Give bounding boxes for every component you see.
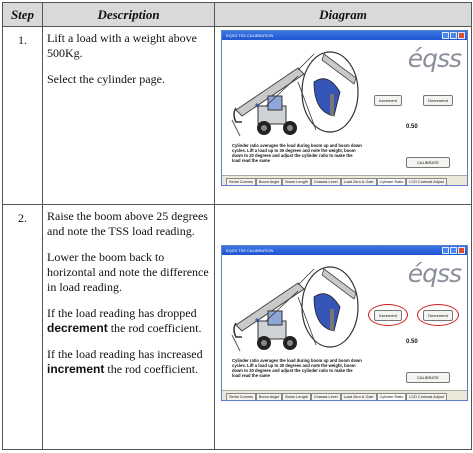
header-diagram: Diagram — [215, 3, 472, 27]
tab-cylinder-ratio[interactable]: Cylinder Ratio — [377, 393, 407, 400]
tab-boom-angle[interactable]: Boom Angle — [256, 178, 282, 185]
step-number-1: 1. — [3, 27, 43, 205]
tab-lcd-contrast[interactable]: LCD Contrast Adjust — [406, 178, 446, 185]
app-window-screenshot-2 — [221, 245, 468, 401]
step2-para-3: If the load reading has dropped decrement the rod coefficient. — [47, 306, 202, 335]
step2-para-4: If the load reading has increased increment the rod coefficient. — [47, 347, 203, 376]
increment-button[interactable]: Increment — [374, 95, 402, 106]
step-description-1 — [43, 27, 215, 205]
app-client-area — [222, 40, 467, 176]
calibrate-button[interactable]: CALIBRATE — [406, 157, 450, 168]
decrement-button-2[interactable]: Decrement — [423, 310, 453, 321]
close-icon — [458, 247, 465, 254]
step-diagram-1 — [215, 27, 472, 205]
step-number-2: 2. — [3, 205, 43, 450]
tab-strip-2 — [222, 391, 467, 400]
info-text-2: Cylinder ratio averages the load during boom up and boom down cycles. Lift a load up to 30 degrees and note the weight, boom down to 20 degrees and adjust the cylinder ratio to make the load read the same — [232, 358, 362, 378]
minimize-icon — [442, 247, 449, 254]
info-text: Cylinder ratio averages the load during boom up and boom down cycles. Lift a load up to 30 degrees and note the weight, boom down to 20 degrees and adjust the cylinder ratio to make the load read the same — [232, 143, 362, 163]
tab-boom-length[interactable]: Boom Length — [282, 178, 311, 185]
window-titlebar — [222, 31, 467, 40]
instruction-table — [2, 2, 472, 450]
cylinder-ratio-value-2: 0.50 — [406, 339, 418, 345]
app-window-screenshot — [221, 30, 468, 186]
decrement-button[interactable]: Decrement — [423, 95, 453, 106]
close-icon — [458, 32, 465, 39]
step1-para-1: Lift a load with a weight above 500Kg. — [47, 31, 197, 60]
tab-strip — [222, 176, 467, 185]
calibrate-button-2[interactable]: CALIBRATE — [406, 372, 450, 383]
window-title: EQSS TSS CALIBRATION — [226, 33, 274, 38]
eqss-logo: éqss — [407, 44, 461, 73]
header-description: Description — [43, 3, 215, 27]
tab-load-zero-gain[interactable]: Load Zero & Gain — [341, 178, 377, 185]
tab-chassis-level[interactable]: Chassis Level — [311, 178, 341, 185]
tab-serial-comms[interactable]: Serial Comms — [226, 393, 256, 400]
step2-para-2: Lower the boom back to horizontal and note the difference in load reading. — [47, 250, 209, 294]
app-client-area-2 — [222, 255, 467, 391]
tab-lcd-contrast[interactable]: LCD Contrast Adjust — [406, 393, 446, 400]
minimize-icon — [442, 32, 449, 39]
decrement-emphasis: decrement — [47, 321, 108, 335]
cylinder-ratio-value: 0.50 — [406, 124, 418, 130]
increment-emphasis: increment — [47, 362, 105, 376]
eqss-logo-2: éqss — [407, 259, 461, 288]
window-titlebar-2 — [222, 246, 467, 255]
header-step: Step — [3, 3, 43, 27]
increment-button-2[interactable]: Increment — [374, 310, 402, 321]
step2-para-1: Raise the boom above 25 degrees and note the TSS load reading. — [47, 209, 208, 238]
maximize-icon — [450, 247, 457, 254]
tab-cylinder-ratio[interactable]: Cylinder Ratio — [377, 178, 407, 185]
step1-para-2: Select the cylinder page. — [47, 72, 165, 86]
tab-boom-angle[interactable]: Boom Angle — [256, 393, 282, 400]
telehandler-illustration — [228, 48, 360, 138]
telehandler-illustration-2 — [228, 263, 360, 353]
tab-chassis-level[interactable]: Chassis Level — [311, 393, 341, 400]
window-title-2: EQSS TSS CALIBRATION — [226, 248, 274, 253]
step-description-2 — [43, 205, 215, 450]
tab-boom-length[interactable]: Boom Length — [282, 393, 311, 400]
step-diagram-2 — [215, 205, 472, 450]
maximize-icon — [450, 32, 457, 39]
tab-load-zero-gain[interactable]: Load Zero & Gain — [341, 393, 377, 400]
tab-serial-comms[interactable]: Serial Comms — [226, 178, 256, 185]
